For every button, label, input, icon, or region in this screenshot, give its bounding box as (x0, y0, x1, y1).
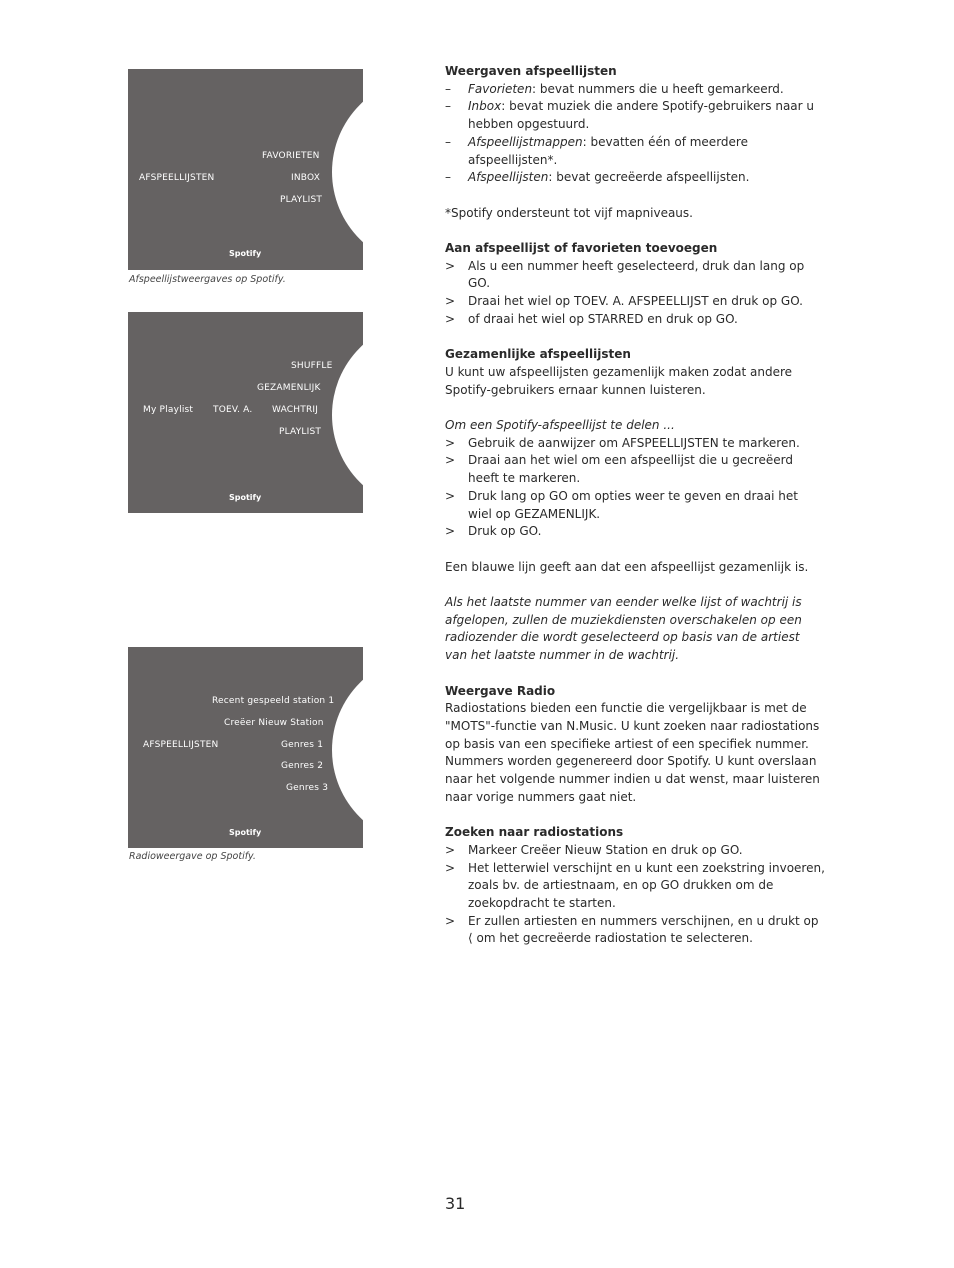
menu-left-label: AFSPEELLIJSTEN (143, 740, 219, 750)
heading-search-radio: Zoeken naar radiostations (445, 825, 624, 840)
subheading: Om een Spotify-afspeellijst te delen ... (445, 418, 675, 432)
menu-col1-label: My Playlist (143, 405, 194, 415)
list-item: – Favorieten: bevat nummers die u heeft gemarkeerd. (445, 81, 784, 96)
list-item: > Als u een nummer heeft geselecteerd, druk dan lang op GO. (445, 258, 805, 291)
list-item: > Druk op GO. (445, 524, 542, 539)
menu-item-shuffle: SHUFFLE (291, 361, 333, 371)
paragraph: Een blauwe lijn geeft aan dat een afspeellijst gezamenlijk is. (445, 559, 809, 574)
menu-left-label: AFSPEELLIJSTEN (139, 173, 215, 183)
menu-item-genres-1: Genres 1 (281, 740, 324, 750)
menu-item-playlist: PLAYLIST (279, 427, 322, 437)
body-text (445, 63, 825, 948)
list-item: – Inbox: bevat muziek die andere Spotify-gebruikers naar u hebben opgestuurd. (445, 99, 815, 132)
list-item: > Druk lang op GO om opties weer te geven en draai het wiel op GEZAMENLIJK. (445, 488, 798, 521)
heading-playlist-views: Weergaven afspeellijsten (445, 64, 617, 78)
list-item: > Draai het wiel op TOEV. A. AFSPEELLIJST en druk op GO. (445, 294, 803, 309)
paragraph: Radiostations bieden een functie die vergelijkbaar is met de "MOTS"-functie van N.Music. U kunt zoeken naar radiostations op basis van een specifieke artiest of een specifiek nummer. Nummers worden gegenereerd door Spotify. U kunt overslaan naar het volgende nummer indien u dat wenst, maar luisteren naar vorige nummers gaat niet. (445, 701, 820, 804)
figure-caption-playlists: Afspeellijstweergaves op Spotify. (129, 274, 286, 285)
spotify-logo: Spotify (229, 828, 262, 837)
heading-shared-playlists: Gezamenlijke afspeellijsten (445, 347, 631, 362)
spotify-logo: Spotify (229, 493, 262, 502)
menu-item-favorieten: FAVORIETEN (262, 151, 320, 161)
heading-add-to-playlist: Aan afspeellijst of favorieten toevoegen (445, 241, 718, 255)
list-item: – Afspeellijstmappen: bevatten één of meerdere afspeellijsten*. (445, 134, 748, 167)
list-item: > Markeer Creëer Nieuw Station en druk op GO. (445, 842, 743, 857)
screen-playlists (128, 69, 363, 270)
list-item: > Het letterwiel verschijnt en u kunt een zoekstring invoeren, zoals bv. de artiestnaam, en op GO drukken om de zoekopdracht te starten. (445, 860, 825, 910)
menu-item-gezamenlijk: GEZAMENLIJK (257, 383, 321, 393)
list-item: > Draai aan het wiel om een afspeellijst die u gecreëerd heeft te markeren. (445, 453, 794, 486)
menu-item-create-station: Creëer Nieuw Station (224, 718, 324, 728)
heading-radio-view: Weergave Radio (445, 683, 556, 698)
note-italic: Als het laatste nummer van eender welke lijst of wachtrij is afgelopen, zullen de muziekdiensten overschakelen op een radiozender die wordt geselecteerd op basis van de artiest van het laatste nummer in de wachtrij. (445, 595, 802, 663)
menu-item-playlist: PLAYLIST (280, 195, 323, 205)
menu-item-genres-3: Genres 3 (286, 783, 329, 793)
footnote: *Spotify ondersteunt tot vijf mapniveaus. (445, 205, 693, 220)
menu-item-genres-2: Genres 2 (281, 761, 324, 771)
paragraph: U kunt uw afspeellijsten gezamenlijk maken zodat andere Spotify-gebruikers ernaar kunnen luisteren. (445, 364, 793, 397)
list-item: > Er zullen artiesten en nummers verschijnen, en u drukt op ⟨ om het gecreëerde radiostation te selecteren. (445, 913, 819, 946)
screen-radio (128, 647, 363, 848)
figure-caption-radio: Radioweergave op Spotify. (129, 851, 256, 862)
list-item: > Gebruik de aanwijzer om AFSPEELLIJSTEN te markeren. (445, 435, 800, 450)
list-item: > of draai het wiel op STARRED en druk op GO. (445, 311, 738, 326)
menu-item-recent-station: Recent gespeeld station 1 (212, 696, 335, 706)
menu-col2-label: TOEV. A. (213, 405, 253, 415)
list-item: – Afspeellijsten: bevat gecreëerde afspeellijsten. (445, 170, 750, 185)
menu-item-inbox: INBOX (291, 173, 321, 183)
page-number: 31 (445, 1194, 466, 1213)
menu-item-wachtrij: WACHTRIJ (272, 405, 319, 415)
screen-playlist-options (128, 312, 363, 513)
spotify-logo: Spotify (229, 249, 262, 258)
